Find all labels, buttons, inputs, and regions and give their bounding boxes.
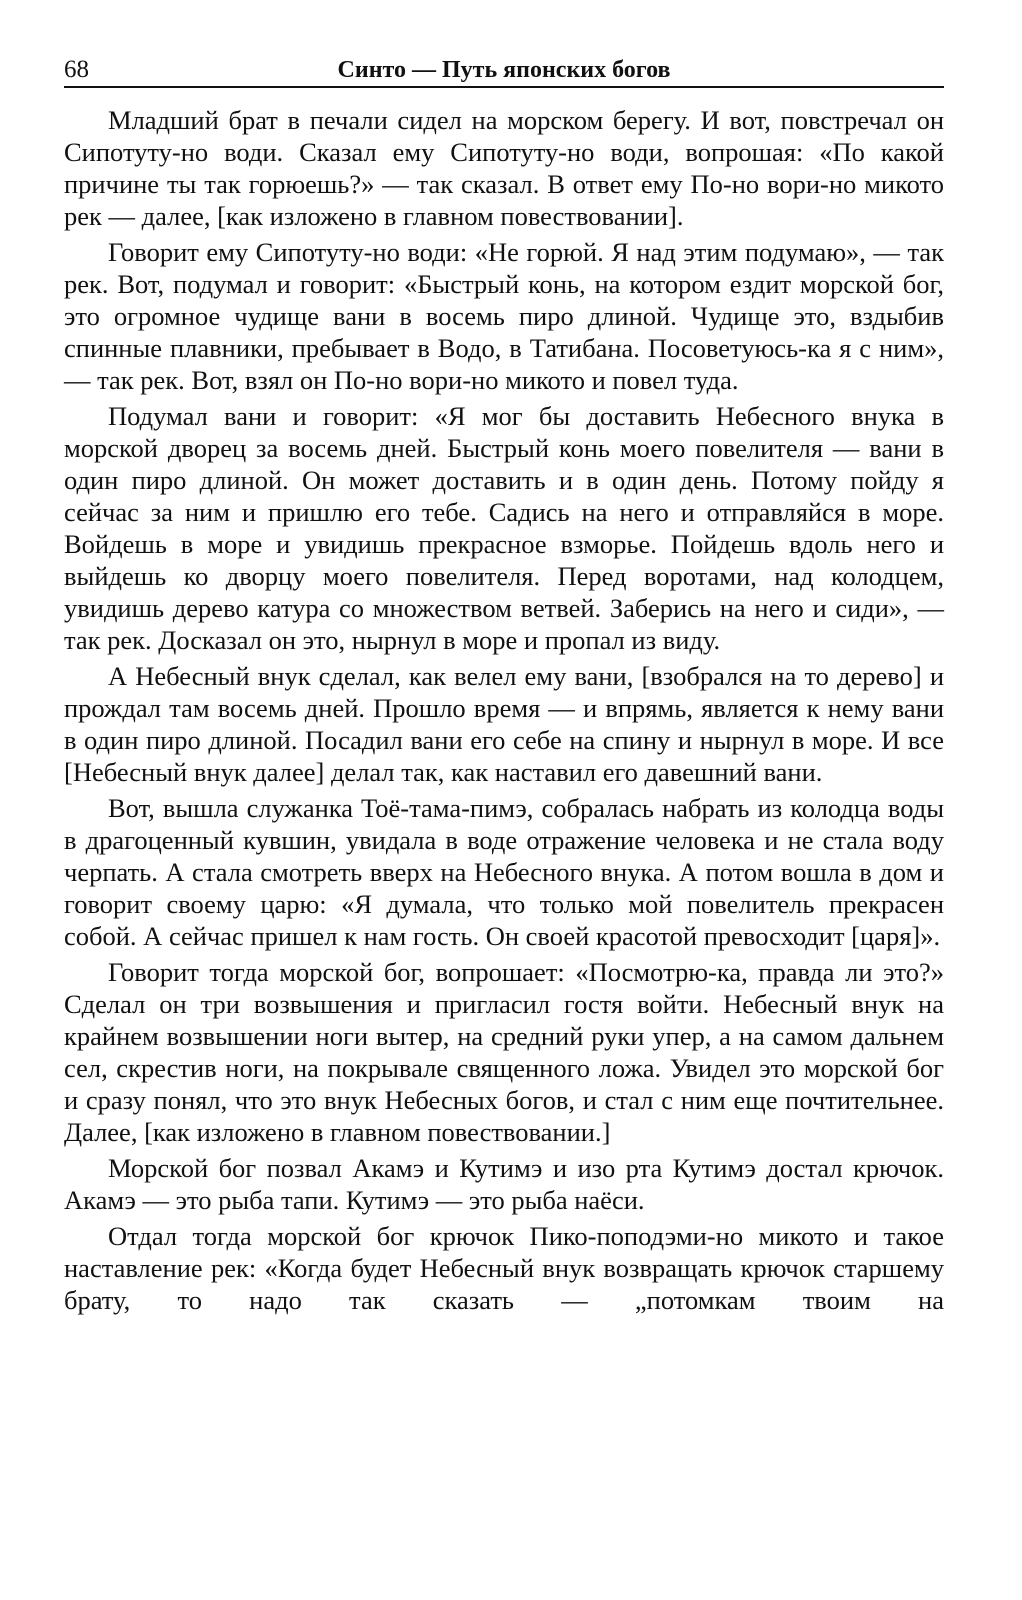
paragraph-wani-speech: Подумал вани и говорит: «Я мог бы доставить Небесного внука в морской дворец за восемь дней. Быстрый конь моего повелителя — вани в один пиро длиной. Он может доставить и в один день. Потому пойду я сейчас за ним и пришлю его тебе. Садись на него и отправляйся в море. Войдешь в море и увидишь прекрасное взморье. Пойдешь вдоль него и выйдешь ко дворцу моего повелителя. Перед воротами, над колодцем, увидишь дерево катура со множеством ветвей. Заберись на него и сиди», — так рек. Досказал он это, нырнул в море и пропал из виду.	[64, 401, 944, 655]
paragraph-maidservant: Вот, вышла служанка Тоё-тама-пимэ, собралась набрать из колодца воды в драгоценный кувшин, увидала в воде отражение человека и не стала воду черпать. А стала смотреть вверх на Небесного внука. А потом вошла в дом и говорит своему царю: «Я думала, что только мой повелитель прекрасен собой. А сейчас пришел к нам гость. Он своей красотой превосходит [царя]».	[64, 793, 944, 951]
paragraph-fish-hook-found: Морской бог позвал Акамэ и Кутимэ и изо рта Кутимэ достал крючок. Акамэ — это рыба тапи. Кутимэ — это рыба наёси.	[64, 1153, 944, 1215]
running-title: Синто — Путь японских богов	[337, 57, 671, 83]
paragraph-heavenly-grandson-waits: А Небесный внук сделал, как велел ему вани, [взобрался на то дерево] и прождал там восемь дней. Прошло время — и впрямь, является к нему вани в один пиро длиной. Посадил вани его себе на спину и нырнул в море. И все [Небесный внук далее] делал так, как наставил его давешний вани.	[64, 661, 944, 787]
book-page	[64, 48, 944, 1320]
paragraph-brother-on-shore: Младший брат в печали сидел на морском берегу. И вот, повстречал он Сипотуту-но води. Сказал ему Сипотуту-но води, вопрошая: «По какой причине ты так горюешь?» — так сказал. В ответ ему По-но вори-но микото рек — далее, [как изложено в главном повествовании].	[64, 105, 944, 231]
page-number: 68	[64, 56, 89, 83]
paragraph-sea-god-welcomes: Говорит тогда морской бог, вопрошает: «Посмотрю-ка, правда ли это?» Сделал он три возвышения и пригласил гостя войти. Небесный внук на крайнем возвышении ноги вытер, на средний руки упер, а на самом дальнем сел, скрестив ноги, на покрывале священного ложа. Увидел это морской бог и сразу понял, что это внук Небесных богов, и стал с ним еще почтительнее. Далее, [как изложено в главном повествовании.]	[64, 957, 944, 1147]
body-text	[64, 104, 944, 1316]
paragraph-sipotutu-advice: Говорит ему Сипотуту-но води: «Не горюй. Я над этим подумаю», — так рек. Вот, подумал и говорит: «Быстрый конь, на котором ездит морской бог, это огромное чудище вани в восемь пиро длиной. Чудище это, вздыбив спинные плавники, пребывает в Водо, в Татибана. Посоветуюсь-ка я с ним», — так рек. Вот, взял он По-но вори-но микото и повел туда.	[64, 237, 944, 395]
paragraph-sea-god-instruction: Отдал тогда морской бог крючок Пико-поподэми-но микото и такое наставление рек: «Когда будет Небесный внук возвращать крючок старшему брату, то надо так сказать — „потомкам твоим на	[64, 1221, 944, 1315]
running-header	[64, 48, 944, 88]
